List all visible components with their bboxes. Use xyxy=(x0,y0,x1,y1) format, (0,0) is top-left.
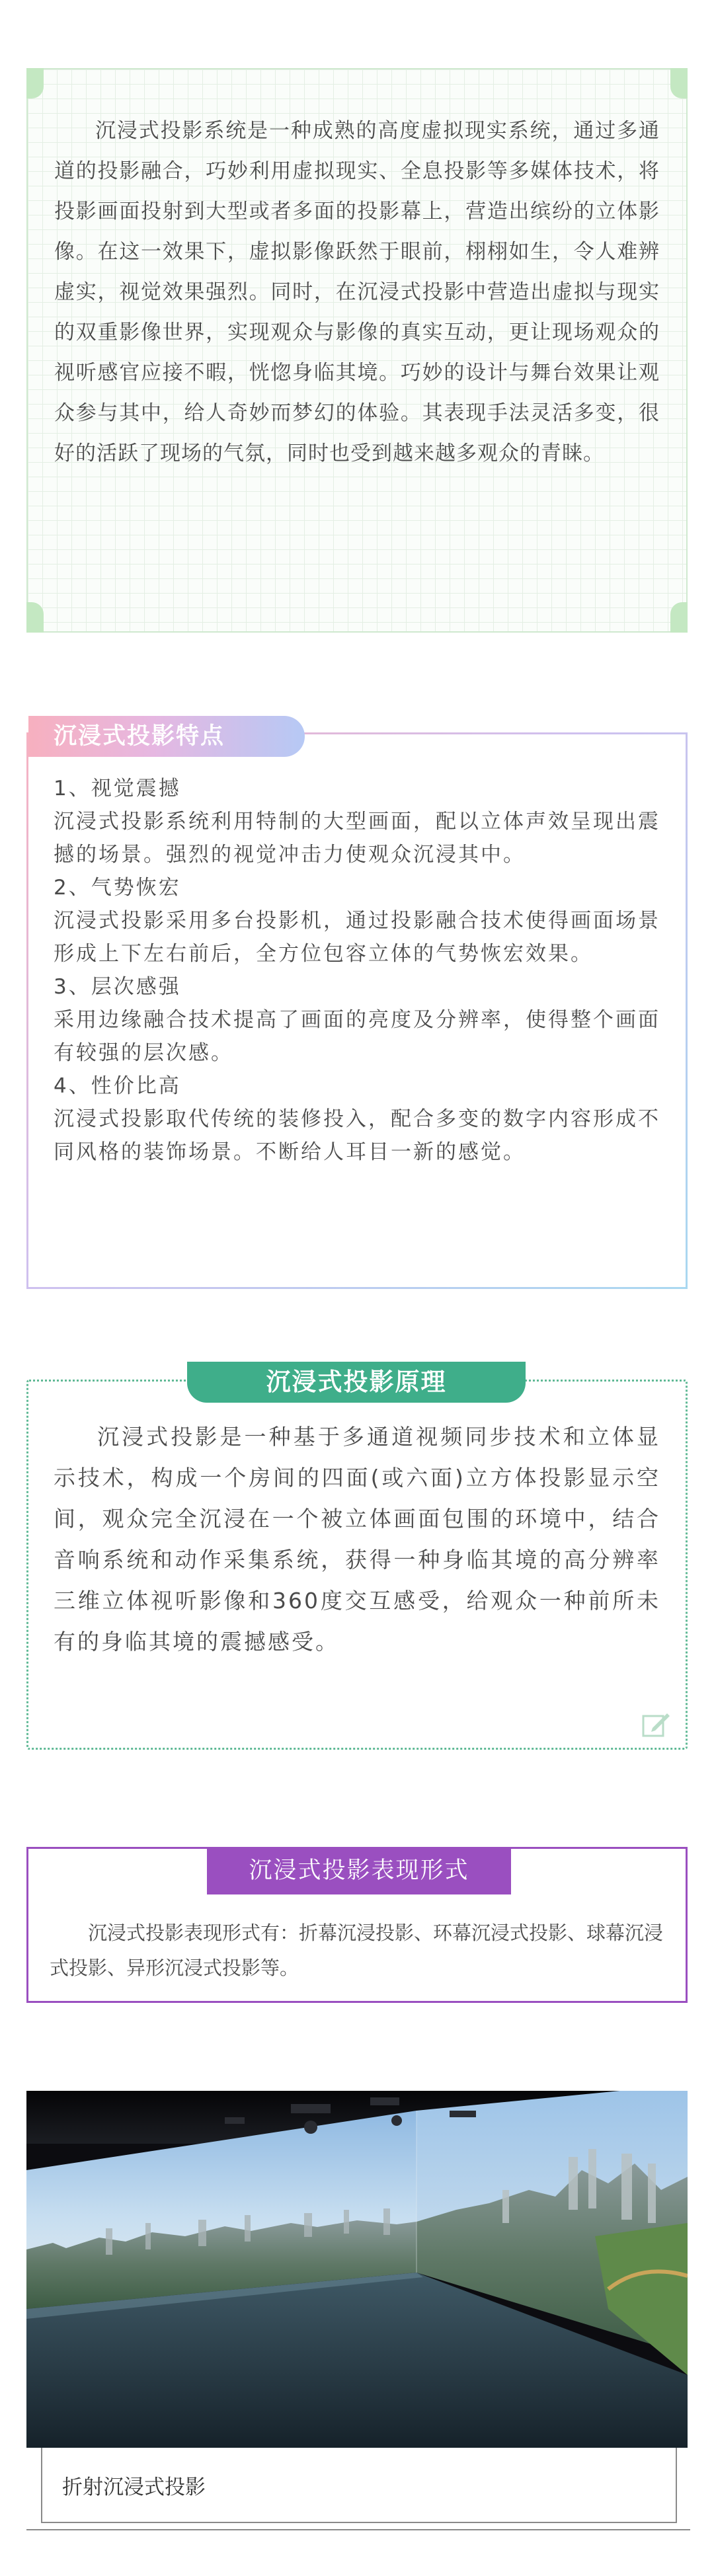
corner-decoration xyxy=(670,68,688,98)
forms-paragraph: 沉浸式投影表现形式有：折幕沉浸投影、环幕沉浸式投影、球幕沉浸式投影、异形沉浸式投影等。 xyxy=(50,1922,664,1979)
principle-card xyxy=(26,1368,688,1750)
photo-caption: 折射沉浸式投影 xyxy=(62,2476,206,2499)
features-title: 沉浸式投影特点 xyxy=(28,716,305,757)
folded-screen-illustration xyxy=(26,2091,688,2448)
photo-caption-box xyxy=(41,2448,677,2523)
intro-paragraph: 沉浸式投影系统是一种成熟的高度虚拟现实系统，通过多通道的投影融合，巧妙利用虚拟现实、全息投影等多媒体技术，将投影画面投射到大型或者多面的投影幕上，营造出缤纷的立体影像。在这一效果下，虚拟影像跃然于眼前，栩栩如生，令人难辨虚实，视觉效果强烈。同时，在沉浸式投影中营造出虚拟与现实的双重影像世界，实现观众与影像的真实互动，更让现场观众的视听感官应接不暇，恍惚身临其境。巧妙的设计与舞台效果让观众参与其中，给人奇妙而梦幻的体验。其表现手法灵活多变，很好的活跃了现场的气氛，同时也受到越来越多观众的青睐。 xyxy=(54,119,660,465)
feature-heading: 4、性价比高 xyxy=(54,1074,181,1098)
feature-text: 沉浸式投影取代传统的装修投入，配合多变的数字内容形成不同风格的装饰场景。不断给人耳目一新的感觉。 xyxy=(54,1107,660,1164)
corner-decoration xyxy=(26,68,44,98)
principle-paragraph: 沉浸式投影是一种基于多通道视频同步技术和立体显示技术，构成一个房间的四面(或六面)立方体投影显示空间，观众完全沉浸在一个被立体画面包围的环境中，结合音响系统和动作采集系统，获得一种身临其境的高分辨率三维立体视听影像和360度交互感受，给观众一种前所未有的身临其境的震撼感受。 xyxy=(54,1424,660,1655)
corner-decoration xyxy=(26,602,44,633)
feature-text: 沉浸式投影系统利用特制的大型画面，配以立体声效呈现出震撼的场景。强烈的视觉冲击力使观众沉浸其中。 xyxy=(54,810,660,867)
feature-heading: 2、气势恢宏 xyxy=(54,876,181,900)
principle-title: 沉浸式投影原理 xyxy=(187,1362,526,1403)
feature-text: 采用边缘融合技术提高了画面的亮度及分辨率，使得整个画面有较强的层次感。 xyxy=(54,1008,660,1065)
feature-text: 沉浸式投影采用多台投影机，通过投影融合技术使得画面场景形成上下左右前后，全方位包容立体的气势恢宏效果。 xyxy=(54,909,660,966)
feature-heading: 3、层次感强 xyxy=(54,975,181,999)
forms-card xyxy=(26,1847,688,2003)
features-card xyxy=(26,723,688,1289)
edit-icon xyxy=(642,1711,671,1737)
feature-heading: 1、视觉震撼 xyxy=(54,777,181,800)
forms-title: 沉浸式投影表现形式 xyxy=(207,1847,511,1894)
features-list xyxy=(54,772,660,1169)
intro-card xyxy=(26,68,688,633)
corner-decoration xyxy=(670,602,688,633)
immersive-projection-photo xyxy=(26,2091,688,2448)
